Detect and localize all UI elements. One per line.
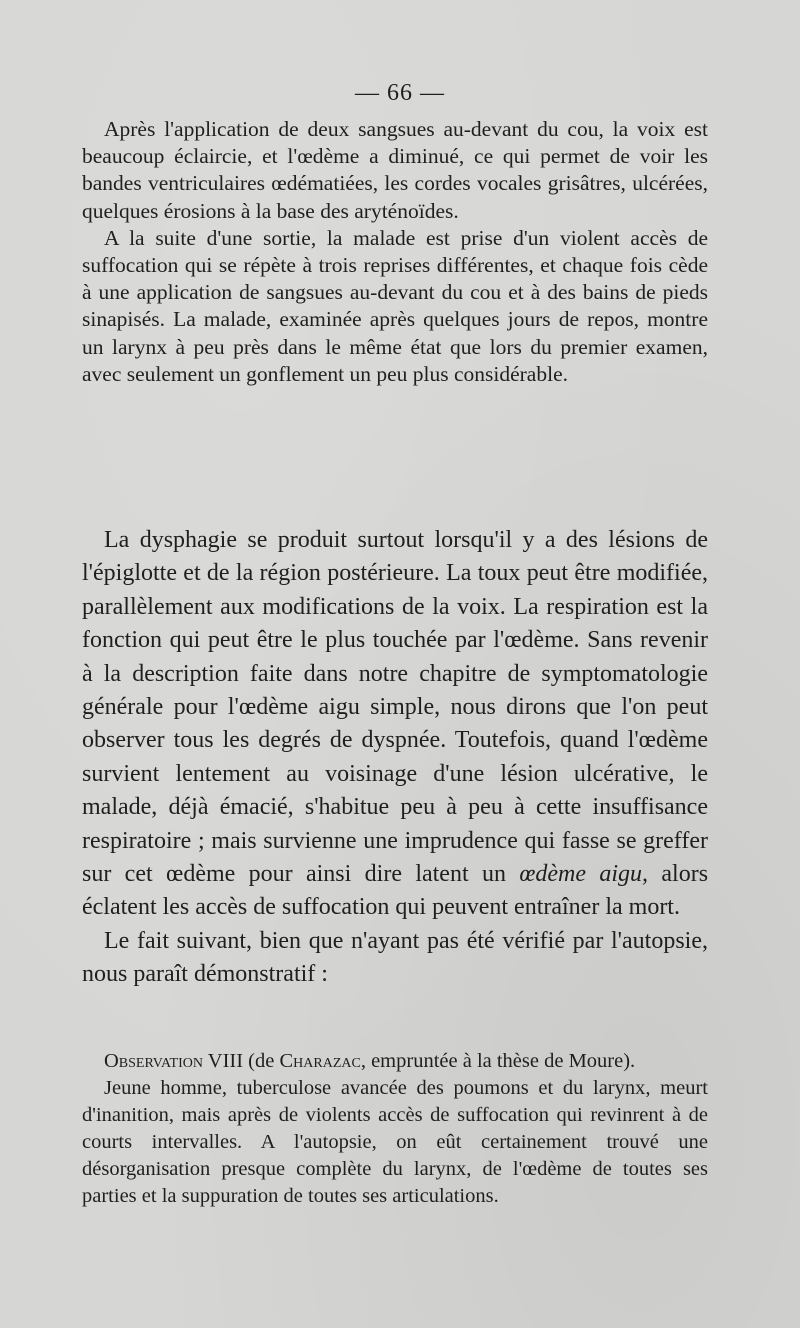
paragraph-suffocation: A la suite d'une sortie, la malade est prise d'un violent accès de suffocation qui se répète à trois reprises différentes, et chaque fois cède à une application de sangsues au-devant du cou et à des bains de pieds sinapisés. La malade, examinée après quelques jours de repos, montre un larynx à peu près dans le même état que lors du premier examen, avec seulement un gonflement un peu plus considérable.	[82, 225, 708, 386]
paragraph-leeches: Après l'application de deux sangsues au-devant du cou, la voix est beaucoup éclaircie, et l'œdème a diminué, ce qui permet de voir les bandes ventriculaires œdématiées, les cordes vocales grisâtres, ulcérées, quelques érosions à la base des aryténoïdes.	[82, 117, 708, 223]
paragraph-dysphagia-text: La dysphagie se produit surtout lorsqu'il y a des lésions de l'épiglotte et de la région postérieure. La toux peut être modifiée, parallèlement aux modifications de la voix. La respiration est la fonction qui peut être le plus touchée par l'œdème. Sans revenir à la description faite dans notre chapitre de symptomatologie générale pour l'œdème aigu simple, nous dirons que l'on peut observer tous les degrés de dyspnée. Toutefois, quand l'œdème survient lentement au voisinage d'une lésion ulcérative, le malade, déjà émacié, s'habitue peu à peu à cette insuffisance respiratoire ; mais survienne une imprudence qui fasse se greffer sur cet œdème pour ainsi dire latent un	[82, 527, 708, 888]
paragraph-dysphagia-end: alors éclatent les accès de suffocation qui peuvent entraîner la mort.	[82, 861, 709, 921]
observation-label: Observation	[104, 1050, 203, 1072]
observation-block	[82, 1048, 708, 1210]
main-text-block	[82, 524, 708, 992]
observation-author: Charazac,	[279, 1050, 366, 1072]
observation-heading	[82, 1048, 708, 1075]
paragraph-observation-body: Jeune homme, tuberculose avancée des poumons et du larynx, meurt d'inanition, mais après de violents accès de suffocation qui revinrent à de courts intervalles. A l'autopsie, on eût certainement trouvé une désorganisation presque complète du larynx, de l'œdème de toutes ses parties et la suppuration de toutes ses articulations.	[82, 1077, 708, 1207]
case-notes-block	[82, 116, 708, 388]
page-number: — 66 —	[355, 80, 445, 106]
observation-source: empruntée à la thèse de Moure).	[371, 1050, 636, 1072]
italic-acute-edema: œdème aigu,	[519, 861, 649, 888]
paragraph-following-case: Le fait suivant, bien que n'ayant pas été vérifié par l'autopsie, nous paraît démonstratif :	[82, 927, 708, 988]
observation-number: VIII (de	[207, 1050, 275, 1072]
paragraph-dysphagia	[82, 524, 708, 925]
